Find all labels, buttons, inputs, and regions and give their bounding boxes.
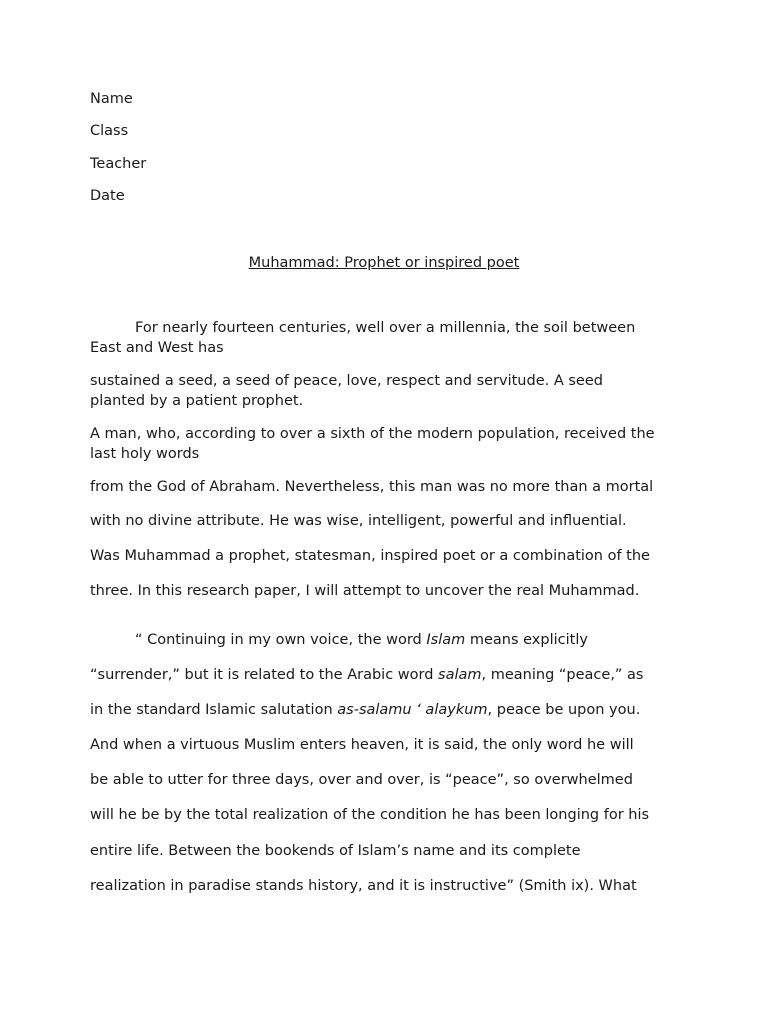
paragraph-line: from the God of Abraham. Nevertheless, this man was no more than a mortal <box>90 479 654 495</box>
italic-term-salam: salam <box>438 667 482 683</box>
paragraph-line: last holy words <box>90 446 200 462</box>
paragraph-line: sustained a seed, a seed of peace, love, respect and servitude. A seed <box>90 373 603 389</box>
text-run: , peace be upon you. <box>487 702 641 718</box>
paragraph-line: three. In this research paper, I will attempt to uncover the real Muhammad. <box>90 583 640 599</box>
paragraph-line: realization in paradise stands history, and it is instructive” (Smith ix). What <box>90 878 637 894</box>
paragraph-line: planted by a patient prophet. <box>90 393 304 409</box>
paragraph-line: A man, who, according to over a sixth of the modern population, received the <box>90 426 655 442</box>
paragraph-line: And when a virtuous Muslim enters heaven, it is said, the only word he will <box>90 737 634 753</box>
header-date: Date <box>90 188 125 204</box>
paragraph-line: Was Muhammad a prophet, statesman, inspired poet or a combination of the <box>90 548 650 564</box>
paragraph-line: with no divine attribute. He was wise, intelligent, powerful and influential. <box>90 513 627 529</box>
italic-term-salutation: as-salamu ‘ alaykum <box>337 702 488 718</box>
paragraph-line: be able to utter for three days, over and over, is “peace”, so overwhelmed <box>90 772 633 788</box>
paragraph-line <box>90 701 640 719</box>
text-run: “surrender,” but it is related to the Arabic word <box>90 667 439 683</box>
text-run: “ Continuing in my own voice, the word <box>135 632 427 648</box>
document-title: Muhammad: Prophet or inspired poet <box>248 255 520 271</box>
paragraph-line: East and West has <box>90 340 224 356</box>
paragraph-line: For nearly fourteen centuries, well over a millennia, the soil between <box>135 320 636 336</box>
header-name: Name <box>90 91 133 107</box>
header-class: Class <box>90 123 129 139</box>
italic-term-islam: Islam <box>426 632 466 648</box>
paragraph-line: will he be by the total realization of the condition he has been longing for his <box>90 807 650 823</box>
text-run: , meaning “peace,” as <box>481 667 644 683</box>
paragraph-line <box>135 631 588 649</box>
text-run: in the standard Islamic salutation <box>90 702 338 718</box>
paragraph-line: entire life. Between the bookends of Islam’s name and its complete <box>90 843 581 859</box>
header-teacher: Teacher <box>90 156 147 172</box>
text-run: means explicitly <box>465 632 588 648</box>
paragraph-line <box>90 666 644 684</box>
